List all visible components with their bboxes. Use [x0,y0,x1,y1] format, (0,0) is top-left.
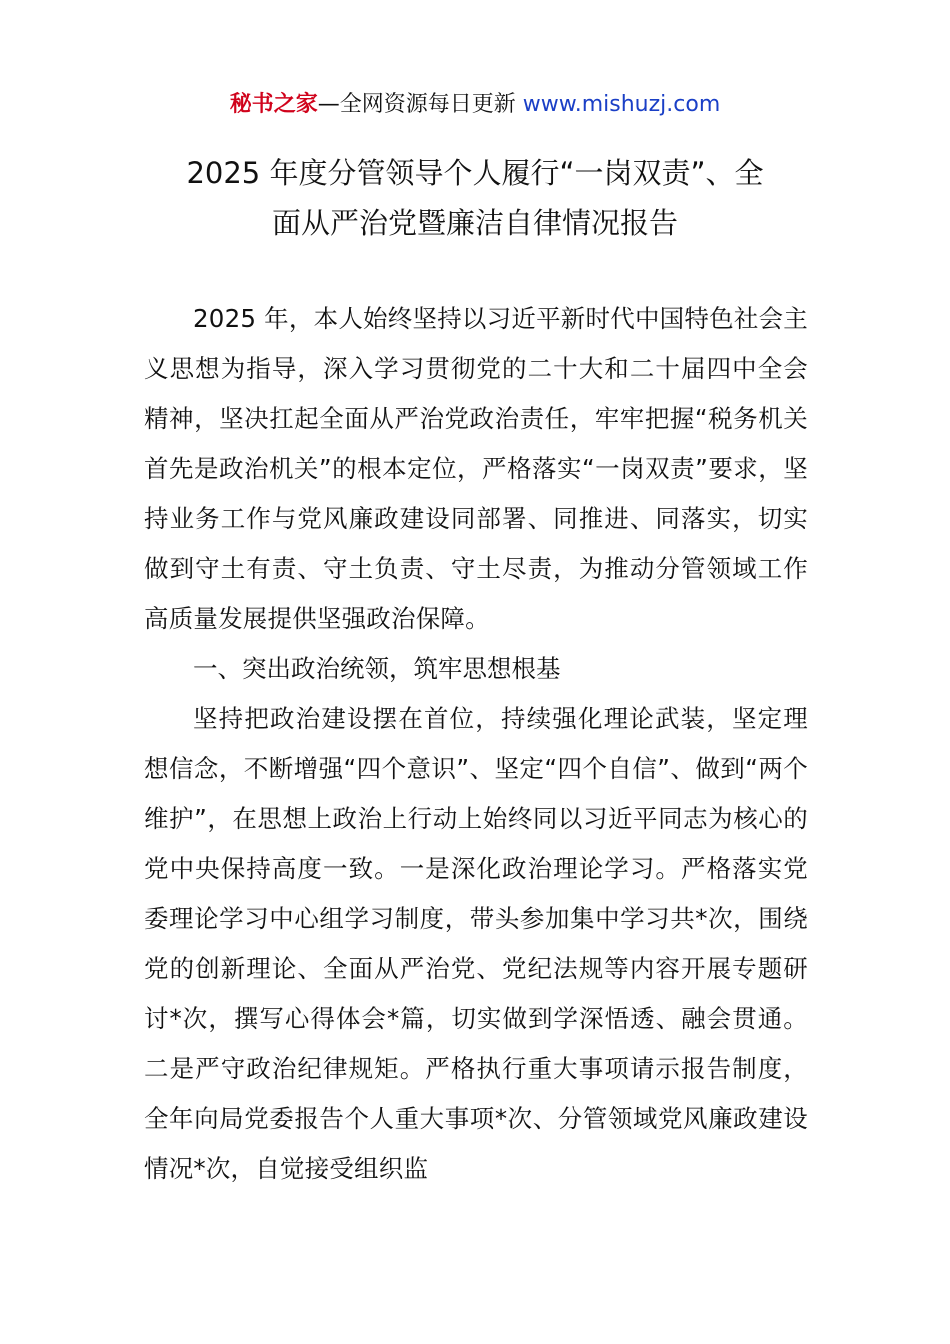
document-body [144,294,808,1194]
title-line-2: 面从严治党暨廉洁自律情况报告 [271,206,678,240]
document-title [0,148,950,248]
section-1-paragraph: 坚持把政治建设摆在首位，持续强化理论武装，坚定理想信念，不断增强“四个意识”、坚定“四个自信”、做到“两个维护”，在思想上政治上行动上始终同以习近平同志为核心的党中央保持高度一致。一是深化政治理论学习。严格落实党委理论学习中心组学习制度，带头参加集中学习共*次，围绕党的创新理论、全面从严治党、党纪法规等内容开展专题研讨*次，撰写心得体会*篇，切实做到学深悟透、融会贯通。二是严守政治纪律规矩。严格执行重大事项请示报告制度，全年向局党委报告个人重大事项*次、分管领域党风廉政建设情况*次，自觉接受组织监 [144,704,808,1183]
site-header [0,88,950,122]
section-1-heading: 一、突出政治统领，筑牢思想根基 [193,654,561,683]
header-tagline: —全网资源每日更新 [317,92,523,117]
intro-paragraph: 2025 年，本人始终坚持以习近平新时代中国特色社会主义思想为指导，深入学习贯彻党的二十大和二十届四中全会精神，坚决扛起全面从严治党政治责任，牢牢把握“税务机关首先是政治机关”的根本定位，严格落实“一岗双责”要求，坚持业务工作与党风廉政建设同部署、同推进、同落实，切实做到守土有责、守土负责、守土尽责，为推动分管领域工作高质量发展提供坚强政治保障。 [144,304,808,633]
site-url-link[interactable]: www.mishuzj.com [522,92,721,117]
brand-name: 秘书之家 [229,92,318,117]
title-line-1: 2025 年度分管领导个人履行“一岗双责”、全 [186,156,764,190]
